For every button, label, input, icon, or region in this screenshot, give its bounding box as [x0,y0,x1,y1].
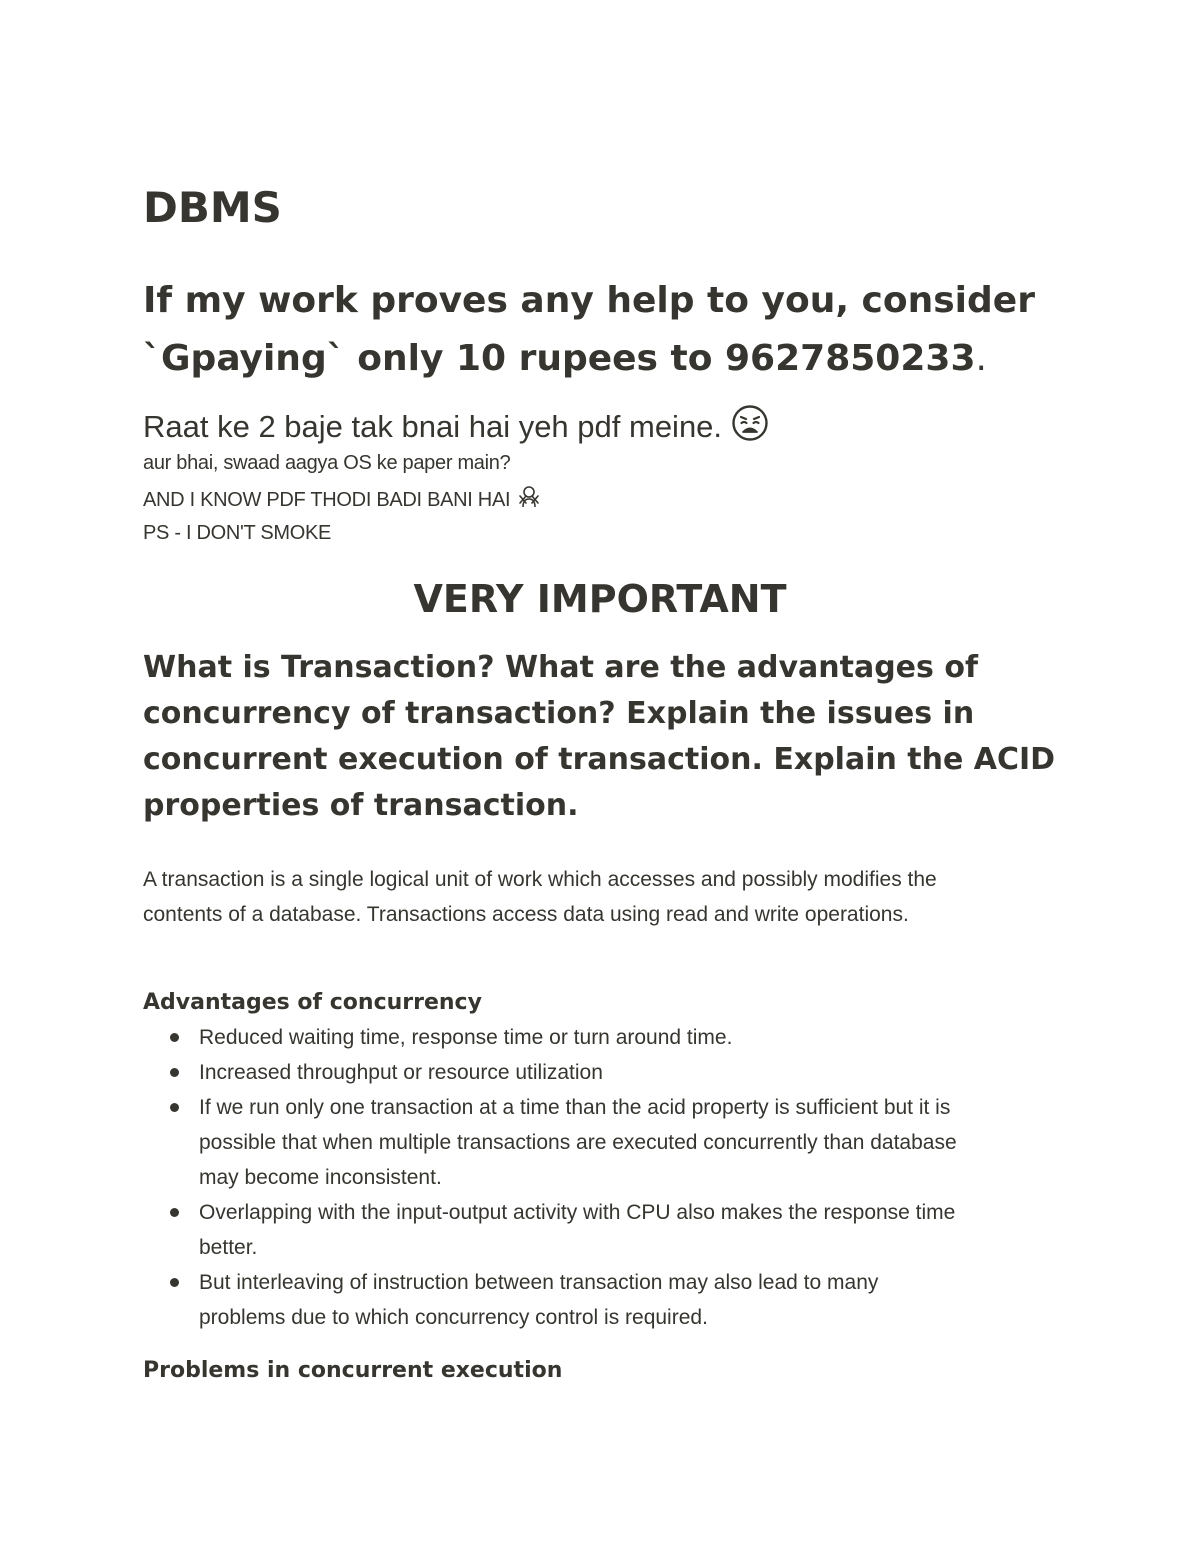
definition-paragraph [143,862,937,932]
definition-line: contents of a database. Transactions access data using read and write operations. [143,903,909,926]
list-item-text: problems due to which concurrency control is required. [199,1306,708,1329]
question-line: What is Transaction? What are the advantages of [143,650,978,685]
list-item-text: better. [199,1236,258,1259]
list-item [165,1265,1085,1335]
list-item-text: If we run only one transaction at a time than the acid property is sufficient but it is [199,1096,951,1119]
payment-appeal [143,272,1103,388]
note-raat [143,404,769,454]
definition-line: A transaction is a single logical unit of work which accesses and possibly modifies the [143,868,937,891]
note-ps: PS - I DON'T SMOKE [143,522,332,544]
list-item [165,1090,1085,1195]
list-item [165,1195,1085,1265]
list-item [165,1020,1085,1055]
list-item-text: possible that when multiple transactions are executed concurrently than database [199,1131,957,1154]
section-heading: VERY IMPORTANT [413,577,787,621]
appeal-line-2-suffix: . [975,338,987,379]
question-line: concurrent execution of transaction. Explain the ACID [143,742,1056,777]
advantages-heading: Advantages of concurrency [143,990,482,1015]
appeal-line-1: If my work proves any help to you, consider [143,280,1035,321]
list-item [165,1055,1085,1090]
note-raat-text: Raat ke 2 baje tak bnai hai yeh pdf meine. [143,409,731,445]
person-gesturing-no-icon [516,483,542,518]
advantages-list [165,1020,1085,1335]
note-bani [143,483,542,518]
problems-heading: Problems in concurrent execution [143,1358,563,1383]
appeal-line-2 [143,330,1103,388]
appeal-line-2-prefix: `Gpaying` only 10 rupees to [143,338,725,379]
document-title: DBMS [143,183,282,232]
question-heading [143,645,1073,829]
weary-face-icon [731,404,769,454]
note-bani-text: AND I KNOW PDF THODI BADI BANI HAI [143,488,516,511]
note-paper: aur bhai, swaad aagya OS ke paper main? [143,452,511,474]
question-line: properties of transaction. [143,788,579,823]
list-item-text: may become inconsistent. [199,1166,442,1189]
list-item-text: But interleaving of instruction between transaction may also lead to many [199,1271,879,1294]
question-line: concurrency of transaction? Explain the issues in [143,696,975,731]
list-item-text: Reduced waiting time, response time or turn around time. [199,1026,733,1049]
list-item-text: Increased throughput or resource utilization [199,1061,603,1084]
list-item-text: Overlapping with the input-output activity with CPU also makes the response time [199,1201,956,1224]
phone-number: 9627850233 [725,338,976,379]
